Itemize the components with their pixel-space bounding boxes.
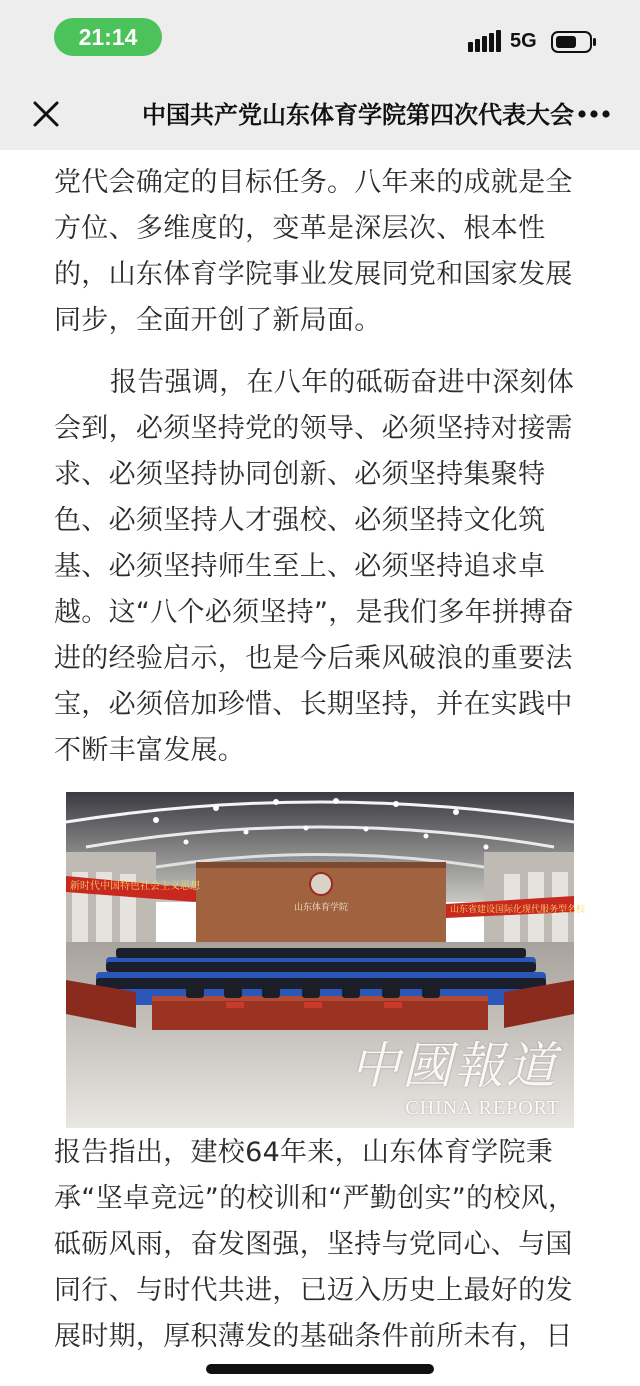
navigation-bar bbox=[0, 80, 640, 150]
signal-bars-icon bbox=[468, 30, 502, 52]
article-paragraph: 报告指出，建校64年来，山东体育学院秉承“坚卓竞远”的校训和“严勤创实”的校风，砥砺风雨，奋发图强，坚持与党同心、与国同行、与时代共进，已迈入历史上最好的发展时期，厚积薄发的基础条件前所未有，日 bbox=[54, 1137, 576, 1352]
stage-sign: 山东体育学院 bbox=[293, 903, 349, 913]
article-paragraph: 报告强调，在八年的砥砺奋进中深刻体会到，必须坚持党的领导、必须坚持对接需求、必须坚持协同创新、必须坚持集聚特色、必须坚持人才强校、必须坚持文化筑基、必须坚持师生至上、必须坚持追求卓越。这“八个必须坚持”，是我们多年拼搏奋进的经验启示，也是今后乘风破浪的重要法宝，必须倍加珍惜、长期坚持，并在实践中不断丰富发展。 bbox=[54, 367, 575, 766]
page-title: 中国共产党山东体育学院第四次代表大会 bbox=[142, 101, 574, 129]
status-bar bbox=[0, 0, 640, 80]
status-time: 21:14 bbox=[54, 18, 162, 56]
watermark-logo: 中國報道 bbox=[350, 1037, 558, 1095]
close-icon[interactable] bbox=[28, 96, 64, 132]
article-body bbox=[0, 150, 640, 1386]
network-type: 5G bbox=[510, 30, 537, 52]
home-indicator[interactable] bbox=[206, 1364, 434, 1374]
more-dots-icon[interactable] bbox=[574, 96, 614, 132]
article-paragraph: 党代会确定的目标任务。八年来的成就是全方位、多维度的，变革是深层次、根本性的，山东体育学院事业发展同党和国家发展同步，全面开创了新局面。 bbox=[54, 167, 573, 336]
banner-right: 山东省建设国际化现代服务型名校 bbox=[450, 905, 586, 915]
battery-icon bbox=[551, 31, 597, 53]
article-photo[interactable] bbox=[66, 792, 586, 1128]
banner-left: 新时代中国特色社会主义思想 bbox=[70, 881, 200, 892]
watermark-caption: CHINA REPORT bbox=[405, 1097, 560, 1119]
